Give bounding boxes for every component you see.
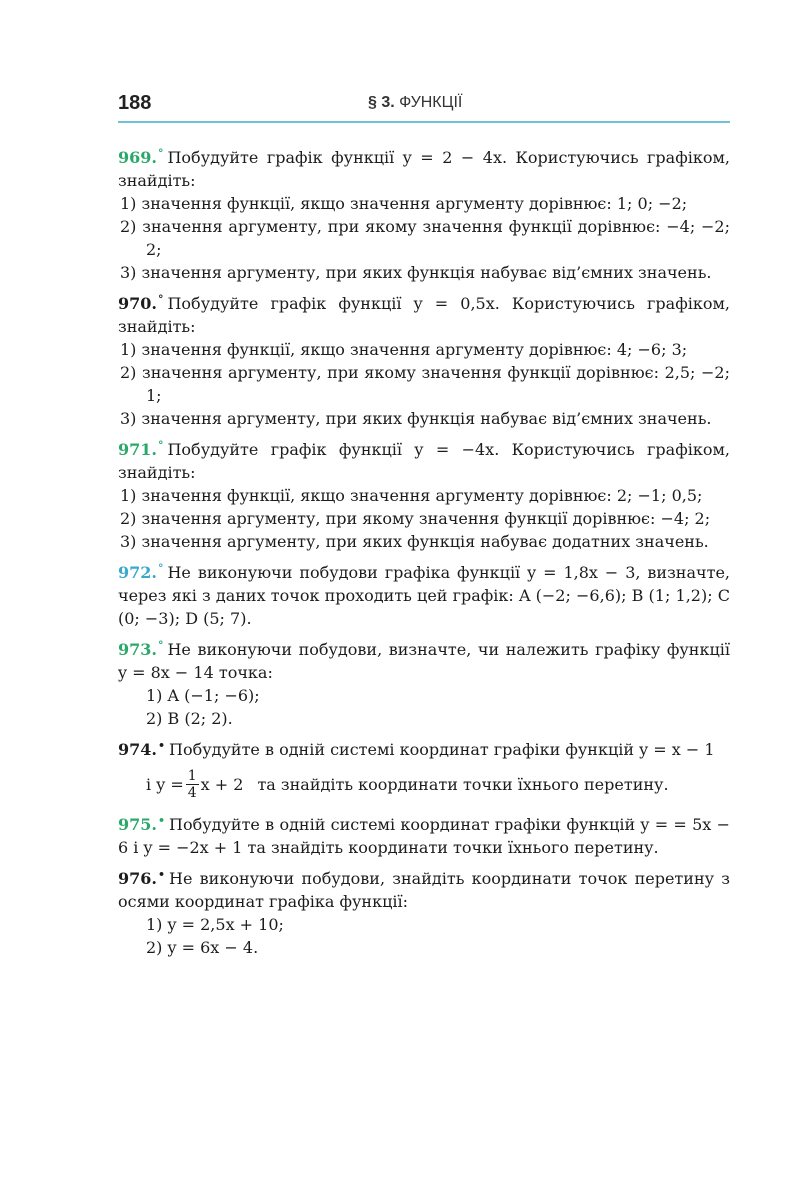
exercise-974 — [118, 734, 730, 805]
exercise-973 — [118, 634, 730, 730]
formula-expression: x + 2 — [200, 774, 244, 794]
exercise-number: 972. — [118, 563, 157, 582]
exercise-item: 1) A (−1; −6); — [146, 686, 260, 705]
exercise-item: 3) значення аргументу, при яких функція набуває від’ємних значень. — [120, 409, 712, 428]
exercise-item: 3) значення аргументу, при яких функція набуває додатних значень. — [120, 532, 709, 551]
difficulty-mark: ° — [157, 639, 164, 652]
exercise-969 — [118, 142, 730, 284]
exercise-970 — [118, 288, 730, 430]
exercise-971 — [118, 434, 730, 553]
section-title — [368, 94, 462, 112]
exercise-number: 974. — [118, 740, 157, 759]
page-header — [118, 92, 730, 122]
exercise-text: Побудуйте в одній системі координат графіки функцій y = = 5x − 6 і y = −2x + 1 та знайдіть координати точки їхнього перетину. — [118, 815, 730, 857]
exercise-text: Не виконуючи побудови, визначте, чи належить графіку функції y = 8x − 14 точка: — [118, 640, 730, 682]
exercise-972 — [118, 557, 730, 630]
difficulty-mark: ° — [157, 562, 164, 575]
exercise-number: 970. — [118, 294, 157, 313]
exercise-item: 2) значення аргументу, при якому значення функції дорівнює: −4; −2; 2; — [120, 217, 730, 259]
exercise-text: Побудуйте графік функції y = 0,5x. Користуючись графіком, знайдіть: — [118, 294, 730, 336]
exercise-number: 969. — [118, 148, 157, 167]
difficulty-mark: • — [157, 814, 165, 827]
exercise-item: 1) значення функції, якщо значення аргументу дорівнює: 4; −6; 3; — [120, 340, 688, 359]
exercise-list — [118, 142, 730, 963]
exercise-number: 975. — [118, 815, 157, 834]
exercise-number: 971. — [118, 440, 157, 459]
fraction — [186, 768, 199, 801]
difficulty-mark: ° — [157, 439, 164, 452]
exercise-text: Побудуйте графік функції y = −4x. Користуючись графіком, знайдіть: — [118, 440, 730, 482]
exercise-item: 1) значення функції, якщо значення аргументу дорівнює: 1; 0; −2; — [120, 194, 688, 213]
exercise-975 — [118, 809, 730, 859]
exercise-item: 1) значення функції, якщо значення аргументу дорівнює: 2; −1; 0,5; — [120, 486, 703, 505]
exercise-item: 3) значення аргументу, при яких функція набуває від’ємних значень. — [120, 263, 712, 282]
exercise-number: 976. — [118, 869, 157, 888]
formula-line — [118, 763, 730, 805]
difficulty-mark: ° — [157, 293, 164, 306]
exercise-text: Не виконуючи побудови, знайдіть координати точок перетину з осями координат графіка функції: — [118, 869, 730, 911]
exercise-item: 2) B (2; 2). — [146, 709, 233, 728]
section-name: ФУНКЦІЇ — [399, 94, 463, 111]
formula-prefix: і y = — [146, 774, 184, 794]
exercise-item: 2) значення аргументу, при якому значення функції дорівнює: −4; 2; — [120, 509, 711, 528]
difficulty-mark: • — [157, 739, 165, 752]
formula-suffix: та знайдіть координати точки їхнього перетину. — [257, 774, 669, 794]
exercise-item: 1) y = 2,5x + 10; — [146, 915, 284, 934]
exercise-text: Не виконуючи побудови графіка функції y = 1,8x − 3, визначте, через які з даних точок проходить цей графік: A (−2; −6,6); B (1; 1,2); C (0; −3); D (5; 7). — [118, 563, 730, 628]
exercise-item: 2) значення аргументу, при якому значення функції дорівнює: 2,5; −2; 1; — [120, 363, 730, 405]
difficulty-mark: ° — [157, 147, 164, 160]
fraction-numerator: 1 — [187, 767, 197, 784]
section-label: § 3. — [368, 94, 395, 111]
exercise-number: 973. — [118, 640, 157, 659]
exercise-text: Побудуйте в одній системі координат графіки функцій y = x − 1 — [169, 740, 715, 759]
header-rule — [118, 121, 730, 123]
difficulty-mark: • — [157, 868, 165, 881]
fraction-denominator: 4 — [187, 784, 197, 801]
exercise-text: Побудуйте графік функції y = 2 − 4x. Користуючись графіком, знайдіть: — [118, 148, 730, 190]
exercise-item: 2) y = 6x − 4. — [146, 938, 259, 957]
page-number: 188 — [118, 92, 152, 114]
exercise-976 — [118, 863, 730, 959]
